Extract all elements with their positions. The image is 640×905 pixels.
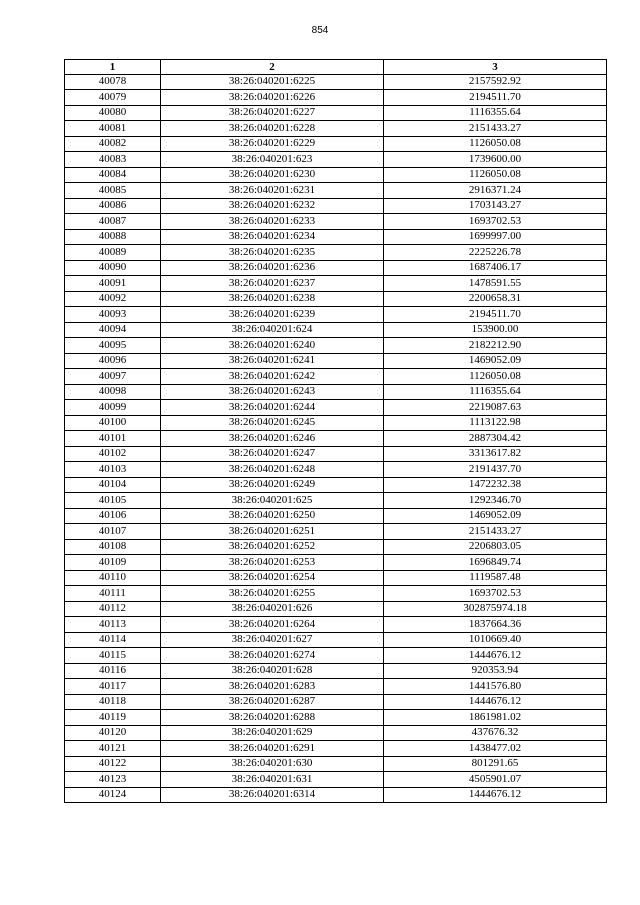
table-row bbox=[65, 632, 607, 648]
cadastral-number-cell: 38:26:040201:6274 bbox=[161, 648, 384, 664]
value-cell: 1693702.53 bbox=[384, 214, 607, 230]
value-cell: 3313617.82 bbox=[384, 446, 607, 462]
value-cell: 1441576.80 bbox=[384, 679, 607, 695]
value-cell: 1739600.00 bbox=[384, 152, 607, 168]
table-row bbox=[65, 756, 607, 772]
value-cell: 1444676.12 bbox=[384, 648, 607, 664]
value-cell: 1113122.98 bbox=[384, 415, 607, 431]
table-row bbox=[65, 493, 607, 509]
row-number-cell: 40123 bbox=[65, 772, 161, 788]
row-number-cell: 40117 bbox=[65, 679, 161, 695]
table-row bbox=[65, 477, 607, 493]
table-row bbox=[65, 260, 607, 276]
row-number-cell: 40114 bbox=[65, 632, 161, 648]
cadastral-number-cell: 38:26:040201:6250 bbox=[161, 508, 384, 524]
cadastral-number-cell: 38:26:040201:6252 bbox=[161, 539, 384, 555]
value-cell: 1126050.08 bbox=[384, 369, 607, 385]
value-cell: 2225226.78 bbox=[384, 245, 607, 261]
value-cell: 801291.65 bbox=[384, 756, 607, 772]
row-number-cell: 40101 bbox=[65, 431, 161, 447]
table-row bbox=[65, 90, 607, 106]
table-row bbox=[65, 555, 607, 571]
cadastral-number-cell: 38:26:040201:627 bbox=[161, 632, 384, 648]
cadastral-number-cell: 38:26:040201:6255 bbox=[161, 586, 384, 602]
table-row bbox=[65, 710, 607, 726]
row-number-cell: 40106 bbox=[65, 508, 161, 524]
value-cell: 437676.32 bbox=[384, 725, 607, 741]
value-cell: 1010669.40 bbox=[384, 632, 607, 648]
cadastral-number-cell: 38:26:040201:6235 bbox=[161, 245, 384, 261]
value-cell: 1444676.12 bbox=[384, 694, 607, 710]
row-number-cell: 40095 bbox=[65, 338, 161, 354]
table-row bbox=[65, 446, 607, 462]
table-row bbox=[65, 539, 607, 555]
table-row bbox=[65, 741, 607, 757]
table-row bbox=[65, 183, 607, 199]
row-number-cell: 40096 bbox=[65, 353, 161, 369]
header-col-2: 2 bbox=[161, 60, 384, 75]
row-number-cell: 40083 bbox=[65, 152, 161, 168]
cadastral-number-cell: 38:26:040201:625 bbox=[161, 493, 384, 509]
cadastral-number-cell: 38:26:040201:6226 bbox=[161, 90, 384, 106]
row-number-cell: 40092 bbox=[65, 291, 161, 307]
value-cell: 153900.00 bbox=[384, 322, 607, 338]
cadastral-number-cell: 38:26:040201:6245 bbox=[161, 415, 384, 431]
table-row bbox=[65, 648, 607, 664]
value-cell: 4505901.07 bbox=[384, 772, 607, 788]
cadastral-number-cell: 38:26:040201:6232 bbox=[161, 198, 384, 214]
table-row bbox=[65, 694, 607, 710]
table-row bbox=[65, 245, 607, 261]
table-row bbox=[65, 105, 607, 121]
cadastral-number-cell: 38:26:040201:6283 bbox=[161, 679, 384, 695]
value-cell: 1116355.64 bbox=[384, 105, 607, 121]
row-number-cell: 40124 bbox=[65, 787, 161, 803]
cadastral-number-cell: 38:26:040201:6288 bbox=[161, 710, 384, 726]
row-number-cell: 40090 bbox=[65, 260, 161, 276]
row-number-cell: 40094 bbox=[65, 322, 161, 338]
table-row bbox=[65, 679, 607, 695]
table-row bbox=[65, 462, 607, 478]
value-cell: 1687406.17 bbox=[384, 260, 607, 276]
cadastral-number-cell: 38:26:040201:6247 bbox=[161, 446, 384, 462]
table-row bbox=[65, 400, 607, 416]
value-cell: 302875974.18 bbox=[384, 601, 607, 617]
row-number-cell: 40109 bbox=[65, 555, 161, 571]
value-cell: 1444676.12 bbox=[384, 787, 607, 803]
row-number-cell: 40084 bbox=[65, 167, 161, 183]
row-number-cell: 40087 bbox=[65, 214, 161, 230]
cadastral-number-cell: 38:26:040201:630 bbox=[161, 756, 384, 772]
value-cell: 2200658.31 bbox=[384, 291, 607, 307]
cadastral-number-cell: 38:26:040201:6231 bbox=[161, 183, 384, 199]
header-row bbox=[65, 60, 607, 75]
value-cell: 2151433.27 bbox=[384, 524, 607, 540]
cadastral-number-cell: 38:26:040201:6248 bbox=[161, 462, 384, 478]
table-row bbox=[65, 74, 607, 90]
row-number-cell: 40116 bbox=[65, 663, 161, 679]
table-row bbox=[65, 617, 607, 633]
header-col-1: 1 bbox=[65, 60, 161, 75]
table-row bbox=[65, 214, 607, 230]
row-number-cell: 40120 bbox=[65, 725, 161, 741]
table-row bbox=[65, 772, 607, 788]
table-row bbox=[65, 276, 607, 292]
value-cell: 1703143.27 bbox=[384, 198, 607, 214]
cadastral-number-cell: 38:26:040201:631 bbox=[161, 772, 384, 788]
value-cell: 1478591.55 bbox=[384, 276, 607, 292]
table-row bbox=[65, 369, 607, 385]
row-number-cell: 40118 bbox=[65, 694, 161, 710]
table-row bbox=[65, 322, 607, 338]
cadastral-number-cell: 38:26:040201:6244 bbox=[161, 400, 384, 416]
row-number-cell: 40080 bbox=[65, 105, 161, 121]
value-cell: 1699997.00 bbox=[384, 229, 607, 245]
cadastral-number-cell: 38:26:040201:6234 bbox=[161, 229, 384, 245]
row-number-cell: 40097 bbox=[65, 369, 161, 385]
row-number-cell: 40099 bbox=[65, 400, 161, 416]
value-cell: 1469052.09 bbox=[384, 508, 607, 524]
row-number-cell: 40107 bbox=[65, 524, 161, 540]
row-number-cell: 40122 bbox=[65, 756, 161, 772]
cadastral-number-cell: 38:26:040201:6230 bbox=[161, 167, 384, 183]
table-row bbox=[65, 291, 607, 307]
table-row bbox=[65, 663, 607, 679]
cadastral-number-cell: 38:26:040201:6243 bbox=[161, 384, 384, 400]
value-cell: 1126050.08 bbox=[384, 167, 607, 183]
row-number-cell: 40115 bbox=[65, 648, 161, 664]
table-row bbox=[65, 152, 607, 168]
cadastral-number-cell: 38:26:040201:6242 bbox=[161, 369, 384, 385]
table-row bbox=[65, 524, 607, 540]
value-cell: 2182212.90 bbox=[384, 338, 607, 354]
table-row bbox=[65, 167, 607, 183]
table-row bbox=[65, 725, 607, 741]
row-number-cell: 40111 bbox=[65, 586, 161, 602]
cadastral-number-cell: 38:26:040201:6241 bbox=[161, 353, 384, 369]
cadastral-number-cell: 38:26:040201:6240 bbox=[161, 338, 384, 354]
cadastral-number-cell: 38:26:040201:629 bbox=[161, 725, 384, 741]
cadastral-number-cell: 38:26:040201:6229 bbox=[161, 136, 384, 152]
table-row bbox=[65, 431, 607, 447]
row-number-cell: 40108 bbox=[65, 539, 161, 555]
value-cell: 2206803.05 bbox=[384, 539, 607, 555]
table-row bbox=[65, 570, 607, 586]
table-row bbox=[65, 508, 607, 524]
value-cell: 2916371.24 bbox=[384, 183, 607, 199]
row-number-cell: 40100 bbox=[65, 415, 161, 431]
value-cell: 1469052.09 bbox=[384, 353, 607, 369]
value-cell: 1861981.02 bbox=[384, 710, 607, 726]
table-header bbox=[65, 60, 607, 75]
table-row bbox=[65, 307, 607, 323]
cadastral-number-cell: 38:26:040201:6233 bbox=[161, 214, 384, 230]
value-cell: 1119587.48 bbox=[384, 570, 607, 586]
cadastral-number-cell: 38:26:040201:6291 bbox=[161, 741, 384, 757]
table-row bbox=[65, 338, 607, 354]
cadastral-number-cell: 38:26:040201:626 bbox=[161, 601, 384, 617]
row-number-cell: 40113 bbox=[65, 617, 161, 633]
value-cell: 1438477.02 bbox=[384, 741, 607, 757]
cadastral-number-cell: 38:26:040201:6254 bbox=[161, 570, 384, 586]
table-row bbox=[65, 601, 607, 617]
value-cell: 1837664.36 bbox=[384, 617, 607, 633]
table-row bbox=[65, 198, 607, 214]
row-number-cell: 40119 bbox=[65, 710, 161, 726]
row-number-cell: 40093 bbox=[65, 307, 161, 323]
cadastral-number-cell: 38:26:040201:6225 bbox=[161, 74, 384, 90]
cadastral-number-cell: 38:26:040201:6253 bbox=[161, 555, 384, 571]
value-cell: 1472232.38 bbox=[384, 477, 607, 493]
cadastral-number-cell: 38:26:040201:623 bbox=[161, 152, 384, 168]
value-cell: 2157592.92 bbox=[384, 74, 607, 90]
row-number-cell: 40103 bbox=[65, 462, 161, 478]
cadastral-number-cell: 38:26:040201:624 bbox=[161, 322, 384, 338]
value-cell: 920353.94 bbox=[384, 663, 607, 679]
row-number-cell: 40098 bbox=[65, 384, 161, 400]
cadastral-number-cell: 38:26:040201:6314 bbox=[161, 787, 384, 803]
value-cell: 1696849.74 bbox=[384, 555, 607, 571]
row-number-cell: 40104 bbox=[65, 477, 161, 493]
table-row bbox=[65, 415, 607, 431]
table-row bbox=[65, 384, 607, 400]
cadastral-number-cell: 38:26:040201:6249 bbox=[161, 477, 384, 493]
value-cell: 1292346.70 bbox=[384, 493, 607, 509]
table-row bbox=[65, 353, 607, 369]
cadastral-number-cell: 38:26:040201:628 bbox=[161, 663, 384, 679]
row-number-cell: 40082 bbox=[65, 136, 161, 152]
row-number-cell: 40085 bbox=[65, 183, 161, 199]
cadastral-number-cell: 38:26:040201:6237 bbox=[161, 276, 384, 292]
cadastral-number-cell: 38:26:040201:6264 bbox=[161, 617, 384, 633]
table-row bbox=[65, 787, 607, 803]
row-number-cell: 40086 bbox=[65, 198, 161, 214]
table-row bbox=[65, 229, 607, 245]
page-number: 854 bbox=[311, 25, 329, 36]
cadastral-number-cell: 38:26:040201:6251 bbox=[161, 524, 384, 540]
cadastral-number-cell: 38:26:040201:6246 bbox=[161, 431, 384, 447]
value-cell: 2887304.42 bbox=[384, 431, 607, 447]
value-cell: 1693702.53 bbox=[384, 586, 607, 602]
value-cell: 1116355.64 bbox=[384, 384, 607, 400]
row-number-cell: 40081 bbox=[65, 121, 161, 137]
cadastral-number-cell: 38:26:040201:6287 bbox=[161, 694, 384, 710]
table-row bbox=[65, 136, 607, 152]
value-cell: 1126050.08 bbox=[384, 136, 607, 152]
value-cell: 2219087.63 bbox=[384, 400, 607, 416]
row-number-cell: 40091 bbox=[65, 276, 161, 292]
row-number-cell: 40088 bbox=[65, 229, 161, 245]
registry-table bbox=[64, 59, 607, 803]
cadastral-number-cell: 38:26:040201:6227 bbox=[161, 105, 384, 121]
cadastral-number-cell: 38:26:040201:6236 bbox=[161, 260, 384, 276]
value-cell: 2151433.27 bbox=[384, 121, 607, 137]
table-row bbox=[65, 586, 607, 602]
cadastral-number-cell: 38:26:040201:6239 bbox=[161, 307, 384, 323]
value-cell: 2191437.70 bbox=[384, 462, 607, 478]
value-cell: 2194511.70 bbox=[384, 90, 607, 106]
row-number-cell: 40121 bbox=[65, 741, 161, 757]
row-number-cell: 40112 bbox=[65, 601, 161, 617]
header-col-3: 3 bbox=[384, 60, 607, 75]
table-body bbox=[65, 74, 607, 803]
row-number-cell: 40102 bbox=[65, 446, 161, 462]
cadastral-number-cell: 38:26:040201:6238 bbox=[161, 291, 384, 307]
row-number-cell: 40110 bbox=[65, 570, 161, 586]
row-number-cell: 40078 bbox=[65, 74, 161, 90]
row-number-cell: 40089 bbox=[65, 245, 161, 261]
row-number-cell: 40105 bbox=[65, 493, 161, 509]
table-row bbox=[65, 121, 607, 137]
value-cell: 2194511.70 bbox=[384, 307, 607, 323]
row-number-cell: 40079 bbox=[65, 90, 161, 106]
cadastral-number-cell: 38:26:040201:6228 bbox=[161, 121, 384, 137]
